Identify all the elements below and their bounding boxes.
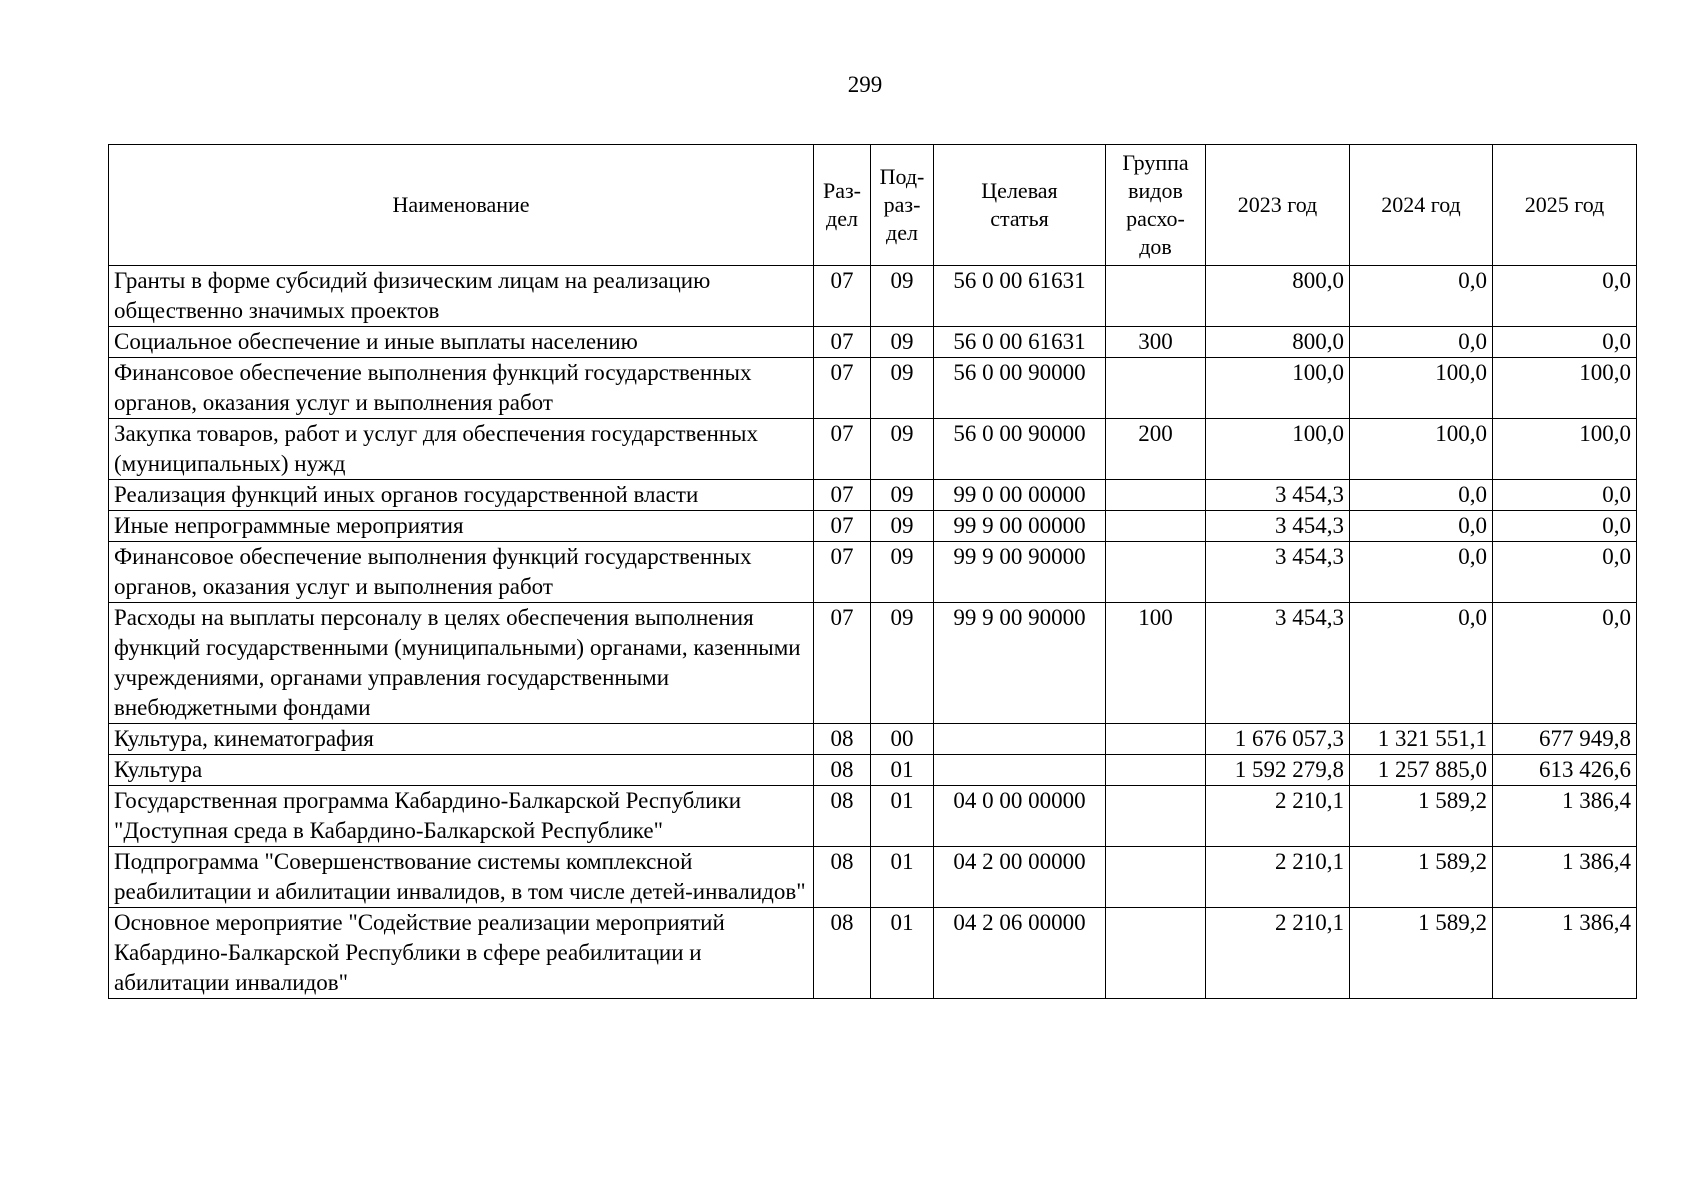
cell-expense-group — [1106, 511, 1206, 542]
cell-podrazdel: 09 — [871, 480, 934, 511]
cell-target-article: 56 0 00 61631 — [934, 327, 1106, 358]
cell-name: Закупка товаров, работ и услуг для обеспечения государственных (муниципальных) нужд — [109, 419, 814, 480]
cell-year-2024: 0,0 — [1350, 327, 1493, 358]
cell-year-2025: 1 386,4 — [1493, 847, 1637, 908]
cell-target-article — [934, 755, 1106, 786]
cell-year-2024: 100,0 — [1350, 419, 1493, 480]
cell-year-2025: 0,0 — [1493, 266, 1637, 327]
header-target-article: Целевая статья — [934, 145, 1106, 266]
cell-expense-group — [1106, 542, 1206, 603]
cell-name: Государственная программа Кабардино-Балкарской Республики "Доступная среда в Кабардино-Балкарской Республике" — [109, 786, 814, 847]
cell-podrazdel: 09 — [871, 542, 934, 603]
cell-target-article: 99 9 00 90000 — [934, 542, 1106, 603]
cell-name: Гранты в форме субсидий физическим лицам на реализацию общественно значимых проектов — [109, 266, 814, 327]
table-row — [109, 266, 1637, 327]
cell-podrazdel: 09 — [871, 327, 934, 358]
cell-name: Социальное обеспечение и иные выплаты населению — [109, 327, 814, 358]
cell-podrazdel: 09 — [871, 603, 934, 724]
cell-name: Финансовое обеспечение выполнения функций государственных органов, оказания услуг и выполнения работ — [109, 542, 814, 603]
cell-year-2023: 3 454,3 — [1206, 511, 1350, 542]
cell-name: Основное мероприятие "Содействие реализации мероприятий Кабардино-Балкарской Республики в сфере реабилитации и абилитации инвалидов" — [109, 908, 814, 999]
cell-target-article: 99 9 00 00000 — [934, 511, 1106, 542]
cell-razdel: 07 — [814, 511, 871, 542]
cell-razdel: 07 — [814, 358, 871, 419]
table-body — [109, 266, 1637, 999]
cell-expense-group — [1106, 480, 1206, 511]
cell-podrazdel: 01 — [871, 786, 934, 847]
header-year-2023: 2023 год — [1206, 145, 1350, 266]
table-row — [109, 358, 1637, 419]
cell-name: Реализация функций иных органов государственной власти — [109, 480, 814, 511]
cell-razdel: 08 — [814, 786, 871, 847]
cell-name: Подпрограмма "Совершенствование системы комплексной реабилитации и абилитации инвалидов, в том числе детей-инвалидов" — [109, 847, 814, 908]
cell-year-2024: 0,0 — [1350, 542, 1493, 603]
cell-year-2024: 1 257 885,0 — [1350, 755, 1493, 786]
cell-year-2025: 0,0 — [1493, 603, 1637, 724]
header-name: Наименование — [109, 145, 814, 266]
cell-expense-group — [1106, 358, 1206, 419]
table-row — [109, 542, 1637, 603]
budget-table — [108, 144, 1637, 999]
cell-expense-group — [1106, 724, 1206, 755]
cell-year-2025: 0,0 — [1493, 511, 1637, 542]
cell-year-2025: 1 386,4 — [1493, 786, 1637, 847]
cell-year-2023: 800,0 — [1206, 327, 1350, 358]
cell-year-2024: 1 589,2 — [1350, 786, 1493, 847]
table-row — [109, 908, 1637, 999]
cell-year-2025: 0,0 — [1493, 480, 1637, 511]
cell-razdel: 07 — [814, 603, 871, 724]
cell-podrazdel: 09 — [871, 358, 934, 419]
cell-year-2024: 1 589,2 — [1350, 847, 1493, 908]
cell-target-article: 99 9 00 90000 — [934, 603, 1106, 724]
cell-year-2024: 0,0 — [1350, 511, 1493, 542]
cell-year-2024: 0,0 — [1350, 266, 1493, 327]
cell-target-article — [934, 724, 1106, 755]
page-number: 299 — [847, 72, 883, 97]
cell-name: Культура, кинематография — [109, 724, 814, 755]
cell-expense-group: 100 — [1106, 603, 1206, 724]
table-row — [109, 327, 1637, 358]
cell-year-2023: 800,0 — [1206, 266, 1350, 327]
cell-year-2023: 1 592 279,8 — [1206, 755, 1350, 786]
cell-expense-group — [1106, 847, 1206, 908]
cell-year-2023: 100,0 — [1206, 358, 1350, 419]
cell-year-2023: 1 676 057,3 — [1206, 724, 1350, 755]
cell-target-article: 56 0 00 90000 — [934, 419, 1106, 480]
cell-podrazdel: 01 — [871, 908, 934, 999]
cell-podrazdel: 01 — [871, 847, 934, 908]
cell-target-article: 99 0 00 00000 — [934, 480, 1106, 511]
cell-year-2025: 613 426,6 — [1493, 755, 1637, 786]
cell-podrazdel: 09 — [871, 266, 934, 327]
header-expense-group: Группа видов расхо- дов — [1106, 145, 1206, 266]
cell-year-2025: 677 949,8 — [1493, 724, 1637, 755]
cell-razdel: 07 — [814, 266, 871, 327]
cell-year-2024: 1 589,2 — [1350, 908, 1493, 999]
table-row — [109, 786, 1637, 847]
cell-expense-group — [1106, 266, 1206, 327]
cell-target-article: 56 0 00 90000 — [934, 358, 1106, 419]
header-razdel: Раз- дел — [814, 145, 871, 266]
cell-razdel: 08 — [814, 724, 871, 755]
table-row — [109, 419, 1637, 480]
cell-razdel: 07 — [814, 480, 871, 511]
cell-podrazdel: 09 — [871, 419, 934, 480]
cell-year-2024: 1 321 551,1 — [1350, 724, 1493, 755]
cell-podrazdel: 09 — [871, 511, 934, 542]
cell-year-2025: 100,0 — [1493, 419, 1637, 480]
cell-expense-group — [1106, 755, 1206, 786]
cell-year-2023: 100,0 — [1206, 419, 1350, 480]
cell-year-2023: 2 210,1 — [1206, 786, 1350, 847]
cell-podrazdel: 01 — [871, 755, 934, 786]
cell-expense-group — [1106, 908, 1206, 999]
cell-year-2025: 1 386,4 — [1493, 908, 1637, 999]
cell-podrazdel: 00 — [871, 724, 934, 755]
cell-year-2023: 3 454,3 — [1206, 480, 1350, 511]
cell-expense-group: 200 — [1106, 419, 1206, 480]
table-row — [109, 755, 1637, 786]
cell-razdel: 08 — [814, 908, 871, 999]
header-year-2025: 2025 год — [1493, 145, 1637, 266]
cell-year-2024: 0,0 — [1350, 603, 1493, 724]
header-year-2024: 2024 год — [1350, 145, 1493, 266]
cell-expense-group: 300 — [1106, 327, 1206, 358]
cell-year-2025: 100,0 — [1493, 358, 1637, 419]
cell-name: Иные непрограммные мероприятия — [109, 511, 814, 542]
cell-name: Культура — [109, 755, 814, 786]
cell-name: Расходы на выплаты персоналу в целях обеспечения выполнения функций государственными (муниципальными) органами, казенными учреждениями, органами управления государственными внебюджетными фондами — [109, 603, 814, 724]
cell-target-article: 04 2 06 00000 — [934, 908, 1106, 999]
cell-target-article: 04 2 00 00000 — [934, 847, 1106, 908]
cell-razdel: 08 — [814, 847, 871, 908]
cell-year-2025: 0,0 — [1493, 327, 1637, 358]
table-row — [109, 847, 1637, 908]
cell-year-2024: 100,0 — [1350, 358, 1493, 419]
table-row — [109, 724, 1637, 755]
cell-year-2023: 2 210,1 — [1206, 908, 1350, 999]
cell-target-article: 04 0 00 00000 — [934, 786, 1106, 847]
cell-razdel: 08 — [814, 755, 871, 786]
cell-razdel: 07 — [814, 327, 871, 358]
cell-year-2024: 0,0 — [1350, 480, 1493, 511]
cell-year-2023: 2 210,1 — [1206, 847, 1350, 908]
cell-target-article: 56 0 00 61631 — [934, 266, 1106, 327]
table-header-row — [109, 145, 1637, 266]
cell-year-2023: 3 454,3 — [1206, 542, 1350, 603]
cell-year-2023: 3 454,3 — [1206, 603, 1350, 724]
header-podrazdel: Под- раз- дел — [871, 145, 934, 266]
cell-name: Финансовое обеспечение выполнения функций государственных органов, оказания услуг и выполнения работ — [109, 358, 814, 419]
table-row — [109, 603, 1637, 724]
cell-razdel: 07 — [814, 542, 871, 603]
cell-expense-group — [1106, 786, 1206, 847]
cell-year-2025: 0,0 — [1493, 542, 1637, 603]
table-row — [109, 511, 1637, 542]
cell-razdel: 07 — [814, 419, 871, 480]
table-row — [109, 480, 1637, 511]
